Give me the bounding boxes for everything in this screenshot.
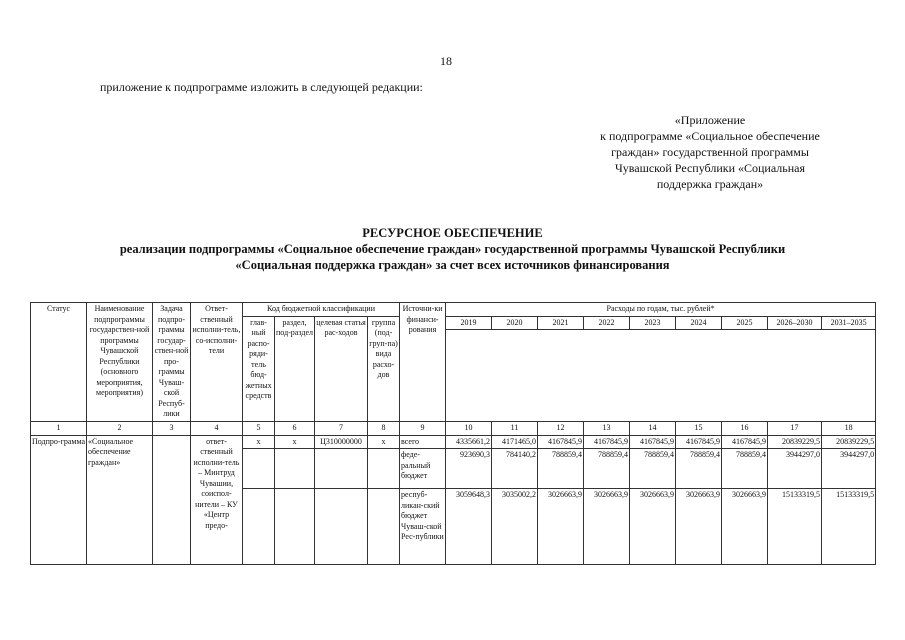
col-number: 10 <box>446 422 492 436</box>
header-budget-code: Код бюджетной классификации <box>243 303 400 317</box>
header-year: 2021 <box>538 316 584 330</box>
cell-value: 3026663,9 <box>538 489 584 565</box>
col-number: 6 <box>275 422 315 436</box>
col-number: 13 <box>584 422 630 436</box>
cell-value: 788859,4 <box>722 449 768 489</box>
header-year: 2025 <box>722 316 768 330</box>
col-number: 14 <box>630 422 676 436</box>
page-number: 18 <box>440 54 452 68</box>
col-number: 16 <box>722 422 768 436</box>
cell-value: 3059648,3 <box>446 489 492 565</box>
cell-section <box>275 489 315 565</box>
header-year: 2020 <box>492 316 538 330</box>
header-name: Наименование подпрограммы государствен-ной программы Чувашской Республики (основного мероприятия, мероприятия) <box>87 303 153 422</box>
cell-value: 15133319,5 <box>768 489 822 565</box>
cell-value: 3026663,9 <box>630 489 676 565</box>
cell-value: 4167845,9 <box>584 435 630 449</box>
header-group: группа (под-груп-па) вида расхо-дов <box>368 316 400 422</box>
header-year: 2026–2030 <box>768 316 822 330</box>
cell-value: 3944297,0 <box>822 449 876 489</box>
col-number: 17 <box>768 422 822 436</box>
cell-value: 3035002,2 <box>492 489 538 565</box>
cell-target <box>315 449 368 489</box>
cell-value: 4335661,2 <box>446 435 492 449</box>
col-number: 3 <box>153 422 191 436</box>
cell-value: 3026663,9 <box>676 489 722 565</box>
col-number: 18 <box>822 422 876 436</box>
header-source: Источни-ки финанси-рования <box>400 303 446 422</box>
header-year: 2023 <box>630 316 676 330</box>
appendix-line: Чувашской Республики «Социальная <box>614 161 806 175</box>
cell-source: феде-ральный бюджет <box>400 449 446 489</box>
cell-value: 784140,2 <box>492 449 538 489</box>
col-number: 15 <box>676 422 722 436</box>
col-number: 12 <box>538 422 584 436</box>
cell-section <box>275 449 315 489</box>
column-number-row <box>31 422 876 436</box>
document-subtitle: «Социальная поддержка граждан» за счет всех источников финансирования <box>235 258 670 272</box>
cell-name: «Социальное обеспечение граждан» <box>87 435 153 565</box>
header-year: 2022 <box>584 316 630 330</box>
cell-target: Ц310000000 <box>315 435 368 449</box>
cell-value: 788859,4 <box>538 449 584 489</box>
cell-value: 923690,3 <box>446 449 492 489</box>
header-year: 2024 <box>676 316 722 330</box>
cell-value: 3026663,9 <box>722 489 768 565</box>
col-number: 7 <box>315 422 368 436</box>
col-number: 1 <box>31 422 87 436</box>
col-number: 5 <box>243 422 275 436</box>
appendix-line: граждан» государственной программы <box>611 145 809 159</box>
header-year: 2019 <box>446 316 492 330</box>
col-number: 9 <box>400 422 446 436</box>
cell-value: 788859,4 <box>676 449 722 489</box>
col-number: 11 <box>492 422 538 436</box>
cell-group <box>368 449 400 489</box>
cell-responsible: ответ-ственный исполни-тель – Минтруд Чувашии, соиспол-нители – КУ «Центр предо- <box>191 435 243 565</box>
header-responsible: Ответ-ственный исполни-тель, со-исполни-тели <box>191 303 243 422</box>
intro-text: приложение к подпрограмме изложить в следующей редакции: <box>100 80 423 94</box>
cell-main-manager <box>243 449 275 489</box>
header-expenses: Расходы по годам, тыс. рублей* <box>446 303 876 317</box>
cell-section: x <box>275 435 315 449</box>
header-spacer <box>446 330 876 422</box>
document-subtitle: реализации подпрограммы «Социальное обеспечение граждан» государственной программы Чувашской Республики <box>119 242 786 256</box>
header-task: Задача подпро-граммы государ-ствен-ной про-граммы Чуваш-ской Респуб-лики <box>153 303 191 422</box>
appendix-line: «Приложение <box>674 113 746 127</box>
cell-main-manager <box>243 489 275 565</box>
col-number: 4 <box>191 422 243 436</box>
appendix-line: к подпрограмме «Социальное обеспечение <box>600 129 820 143</box>
cell-value: 15133319,5 <box>822 489 876 565</box>
cell-value: 4167845,9 <box>538 435 584 449</box>
appendix-note <box>560 112 860 192</box>
cell-value: 20839229,5 <box>768 435 822 449</box>
resource-table <box>30 302 876 565</box>
header-main-manager: глав-ный распо-ряди-тель бюд-жетных средств <box>243 316 275 422</box>
cell-value: 4167845,9 <box>722 435 768 449</box>
header-target: целевая статья рас-ходов <box>315 316 368 422</box>
table-header-row <box>31 303 876 317</box>
cell-value: 3944297,0 <box>768 449 822 489</box>
cell-target <box>315 489 368 565</box>
cell-source: всего <box>400 435 446 449</box>
cell-value: 788859,4 <box>584 449 630 489</box>
table-row <box>31 435 876 449</box>
document-title: РЕСУРСНОЕ ОБЕСПЕЧЕНИЕ <box>362 226 543 240</box>
cell-value: 788859,4 <box>630 449 676 489</box>
header-section: раздел, под-раздел <box>275 316 315 422</box>
cell-value: 4171465,0 <box>492 435 538 449</box>
col-number: 2 <box>87 422 153 436</box>
cell-value: 20839229,5 <box>822 435 876 449</box>
cell-group <box>368 489 400 565</box>
header-year: 2031–2035 <box>822 316 876 330</box>
cell-group: x <box>368 435 400 449</box>
cell-value: 4167845,9 <box>630 435 676 449</box>
cell-task <box>153 435 191 565</box>
col-number: 8 <box>368 422 400 436</box>
cell-value: 4167845,9 <box>676 435 722 449</box>
cell-value: 3026663,9 <box>584 489 630 565</box>
cell-main-manager: x <box>243 435 275 449</box>
header-status: Статус <box>31 303 87 422</box>
cell-status: Подпро-грамма <box>31 435 87 565</box>
appendix-line: поддержка граждан» <box>656 177 764 191</box>
cell-source: респуб-ликан-ский бюджет Чуваш-ской Рес-публики <box>400 489 446 565</box>
